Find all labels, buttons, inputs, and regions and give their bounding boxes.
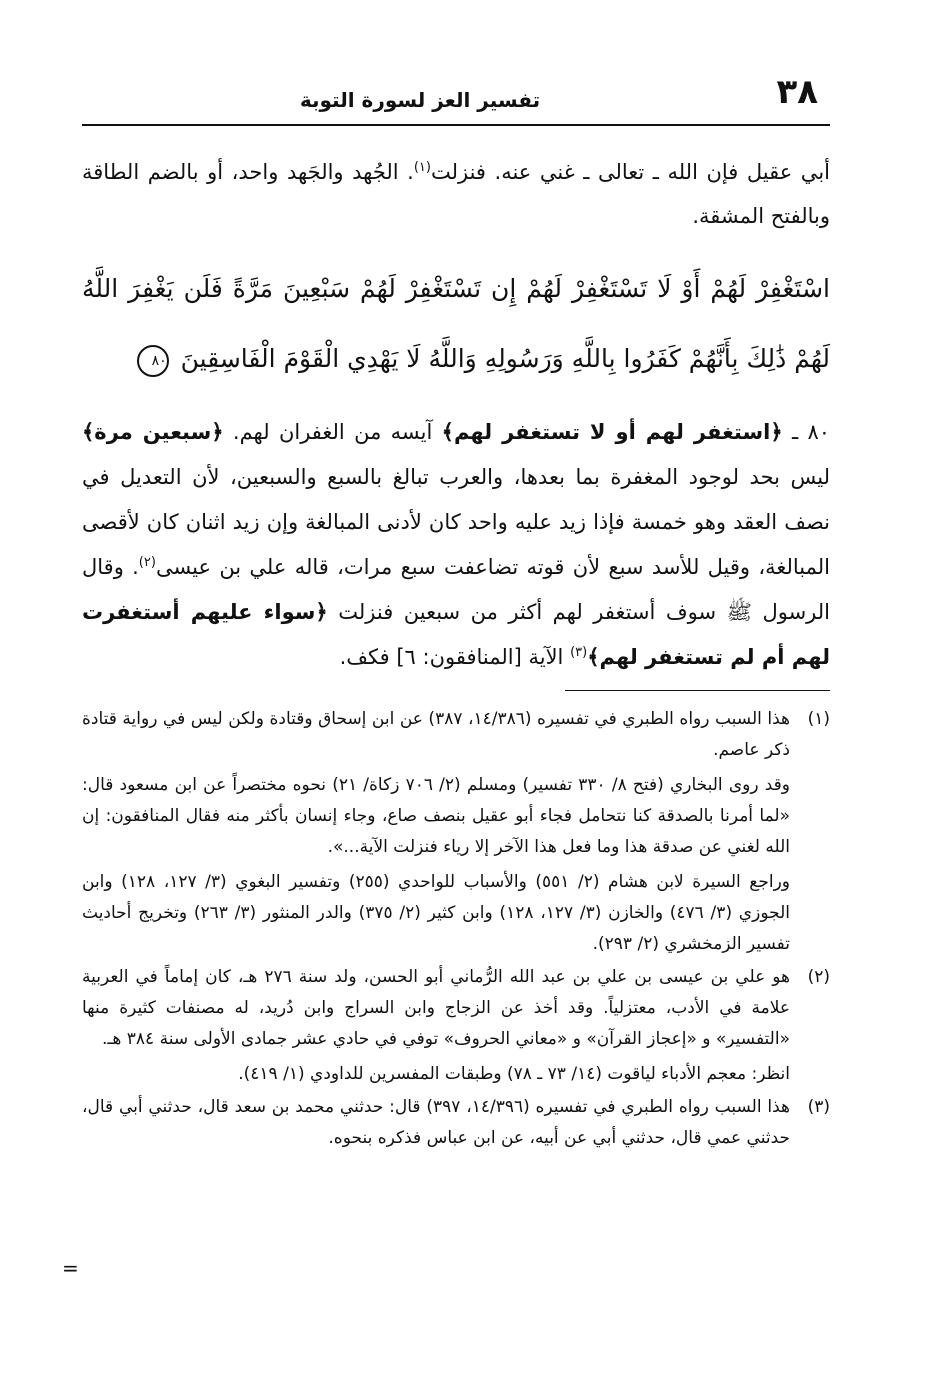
intro-paragraph xyxy=(82,150,830,238)
footnote-number: (٣) xyxy=(807,1097,830,1117)
quote-2: ﴿سبعين مرة﴾ xyxy=(82,420,224,444)
footnote-text: هو علي بن عيسى بن علي بن عبد الله الرُّماني أبو الحسن، ولد سنة ٢٧٦ هـ، كان إماماً في العربية علامة في الأدب، معتزلياً. وقد أخذ عن الزجاج وابن السراج وابن دُريد، له مصنفات كثيرة منها «التفسير» و «إعجاز القرآن» و «معاني الحروف» توفي في حادي عشر جمادى الأولى سنة ٣٨٤ هـ. xyxy=(82,967,790,1049)
footnote-text: وقد روى البخاري (فتح ٨/ ٣٣٠ تفسير) ومسلم (٢/ ٧٠٦ زكاة/ ٢١) نحوه مختصراً عن ابن مسعود قال: «لما أمرنا بالصدقة كنا نتحامل فجاء أبو عقيل بنصف صاع، وجاء إنسان بأكثر منه فقال المنافقون: إن الله لغني عن صدقة هذا وما فعل هذا الآخر إلا رياء فنزلت الآية...». xyxy=(82,775,790,857)
footnote-ref-1[interactable]: (١) xyxy=(413,160,431,175)
footnotes xyxy=(82,704,830,1156)
footnote-3 xyxy=(82,1092,830,1154)
quote-3: ﴿سواء عليهم أستغفرت لهم أم لم تستغفر لهم﴾ xyxy=(82,600,830,669)
commentary-paragraph xyxy=(82,410,830,680)
continuation-mark: = xyxy=(62,1256,79,1280)
footnote-ref-3[interactable]: (٣) xyxy=(570,645,588,660)
header-rule xyxy=(82,124,830,126)
footnote-text: هذا السبب رواه الطبري في تفسيره (١٤/٣٩٦، ٣٩٧) قال: حدثني محمد بن سعد قال، حدثني أبي قال، حدثني عمي قال، حدثني أبي عن أبيه، عن ابن عباس فذكره بنحوه. xyxy=(82,1097,790,1148)
intro-line-1-end: . الجُهد والجَهد واحد، أو xyxy=(207,160,414,184)
commentary-text-2: ليس بحد لوجود المغفرة بما بعدها، والعرب تبالغ بالسبع والسبعين، لأن التعديل في نصف العقد وهو خمسة فإذا زيد عليه واحد كان لأدنى المبالغة وإن زيد اثنان كان لأقصى المبالغة، وقيل للأسد سبع لأن قوته تضاعفت سبع مرات، قاله علي بن عيسى xyxy=(82,465,830,579)
footnote-text: وراجع السيرة لابن هشام (٢/ ٥٥١) والأسباب للواحدي (٢٥٥) وتفسير البغوي (٣/ ١٢٧، ١٢٨) وابن الجوزي (٣/ ٤٧٦) والخازن (٣/ ١٢٧، ١٢٨) وابن كثير (٢/ ٣٧٥) والدر المنثور (٣/ ٢٦٣) وتخريج أحاديث تفسير الزمخشري (٢/ ٢٩٣). xyxy=(82,872,791,954)
quote-1: ﴿استغفر لهم أو لا تستغفر لهم﴾ xyxy=(441,420,783,444)
verse-label: ٨٠ ـ xyxy=(791,420,831,444)
intro-line-2: بالضم الطاقة وبالفتح المشقة. xyxy=(82,160,830,228)
commentary-text-4: الآية [المنافقون: ٦] فكف. xyxy=(339,645,571,669)
verse-text: اسْتَغْفِرْ لَهُمْ أَوْ لَا تَسْتَغْفِرْ لَهُمْ إِن تَسْتَغْفِرْ لَهُمْ سَبْعِينَ مَرَّةً فَلَن يَغْفِرَ اللَّهُ لَهُمْ ذَٰلِكَ بِأَنَّهُمْ كَفَرُوا بِاللَّهِ وَرَسُولِهِ وَاللَّهُ لَا يَهْدِي الْقَوْمَ الْفَاسِقِينَ xyxy=(82,274,830,373)
footnote-1 xyxy=(82,704,830,960)
quran-verse xyxy=(82,254,830,394)
footnote-number: (١) xyxy=(807,709,830,729)
commentary-text-1: آيسه من الغفران لهم. xyxy=(223,420,442,444)
intro-line-1: أبي عقيل فإن الله ـ تعالى ـ غني عنه. فنزلت xyxy=(430,160,830,184)
footnote-text: هذا السبب رواه الطبري في تفسيره (١٤/٣٨٦، ٣٨٧) عن ابن إسحاق وقتادة ولكن ليس في رواية قتادة ذكر عاصم. xyxy=(82,709,790,760)
page-number: ٣٨ xyxy=(776,72,818,112)
running-title: تفسير العز لسورة التوبة xyxy=(299,88,541,112)
verse-number-marker: ٨٠ xyxy=(137,345,169,377)
footnote-separator xyxy=(565,690,830,691)
footnote-number: (٢) xyxy=(807,967,830,987)
footnote-text: انظر: معجم الأدباء لياقوت (١٤/ ٧٣ ـ ٧٨) وطبقات المفسرين للداودي (١/ ٤١٩). xyxy=(238,1064,790,1084)
footnote-ref-2[interactable]: (٢) xyxy=(138,555,156,570)
footnote-2 xyxy=(82,962,830,1090)
commentary-text-3: . وقال الرسول ﷺ سوف أستغفر لهم أكثر من سبعين فنزلت xyxy=(82,555,830,624)
